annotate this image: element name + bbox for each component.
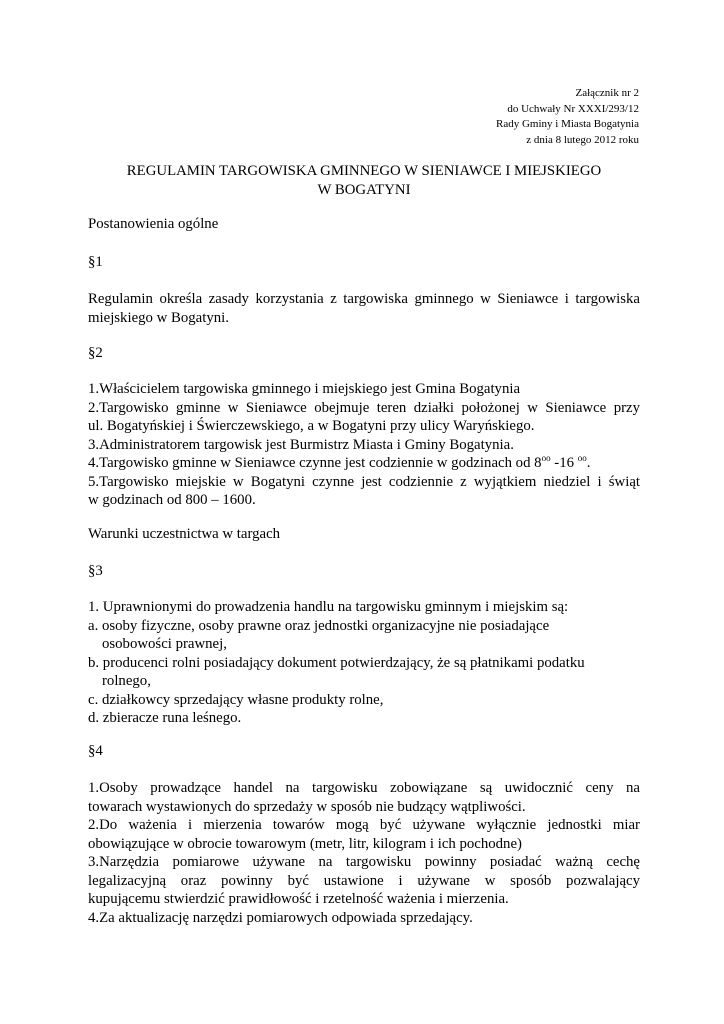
list-item: 1.Właścicielem targowiska gminnego i miejskiego jest Gmina Bogatynia	[88, 381, 521, 397]
annex-header	[496, 86, 639, 148]
document-title	[88, 162, 640, 200]
list-item: d. zbieracze runa leśnego.	[88, 710, 242, 726]
list-item-continuation: towarach wystawionych do sprzedaży w sposób nie budzący wątpliwości.	[88, 798, 526, 815]
list-item-continuation: kupującemu stwierdzić prawidłowość i rzetelność ważenia i mierzenia.	[88, 891, 509, 907]
list-item: 3.Administratorem targowisk jest Burmistrz Miasta i Gminy Bogatynia.	[88, 436, 514, 453]
paragraph-4-heading: §4	[88, 743, 103, 759]
title-line: W BOGATYNI	[317, 182, 411, 198]
section-heading-conditions: Warunki uczestnictwa w targach	[88, 526, 281, 542]
paragraph-3-list	[88, 598, 640, 728]
annex-line: z dnia 8 lutego 2012 roku	[526, 133, 639, 146]
hours-superscript: oo	[577, 453, 587, 464]
paragraph-4-list	[88, 779, 640, 927]
list-item: 4.Za aktualizację narzędzi pomiarowych odpowiada sprzedający.	[88, 909, 473, 926]
list-item-continuation: w godzinach od 800 – 1600.	[88, 492, 256, 508]
list-intro: 1. Uprawnionymi do prowadzenia handlu na targowisku gminnym i miejskim są:	[88, 599, 569, 615]
hours-text: .	[586, 455, 591, 471]
hours-text: 4.Targowisko gminne w Sieniawce czynne jest codziennie w godzinach od 8	[88, 455, 542, 471]
annex-line: do Uchwały Nr XXXI/293/12	[507, 102, 639, 115]
list-item	[88, 454, 640, 473]
hours-text: -16	[550, 455, 578, 471]
list-item-continuation: legalizacyjną oraz powinny być ustawione i używane w sposób pozwalający	[88, 872, 640, 889]
list-item: 2.Targowisko gminne w Sieniawce obejmuje teren działki położonej w Sieniawce przy	[88, 399, 640, 416]
paragraph-3-heading: §3	[88, 563, 103, 579]
paragraph-2-heading: §2	[88, 345, 103, 361]
annex-line: Rady Gminy i Miasta Bogatynia	[496, 118, 639, 130]
paragraph-1-text: Regulamin określa zasady korzystania z targowiska gminnego w Sieniawce i targowiska miejskiego w Bogatyni.	[88, 291, 640, 326]
list-item: c. działkowcy sprzedający własne produkty rolne,	[88, 691, 384, 708]
list-item: 2.Do ważenia i mierzenia towarów mogą być używane wyłącznie jednostki miar	[88, 817, 640, 833]
list-item-continuation: obowiązujące w obrocie towarowym (metr, litr, kilogram i ich pochodne)	[88, 835, 522, 852]
list-item: 3.Narzędzia pomiarowe używane na targowisku powinny posiadać ważną cechę	[88, 854, 640, 870]
list-item: b. producenci rolni posiadający dokument potwierdzający, że są płatnikami podatku	[88, 654, 585, 671]
list-item-continuation: ul. Bogatyńskiej i Świerczewskiego, a w Bogatyni przy ulicy Waryńskiego.	[88, 418, 535, 434]
hours-superscript: oo	[541, 453, 551, 464]
list-item: a. osoby fizyczne, osoby prawne oraz jednostki organizacyjne nie posiadające	[88, 617, 550, 634]
title-line: REGULAMIN TARGOWISKA GMINNEGO W SIENIAWCE I MIEJSKIEGO	[126, 163, 602, 179]
annex-line: Załącznik nr 2	[575, 87, 639, 99]
list-item: 1.Osoby prowadzące handel na targowisku zobowiązane są uwidocznić ceny na	[88, 780, 640, 796]
list-item-continuation: rolnego,	[102, 673, 151, 689]
list-item-continuation: osobowości prawnej,	[102, 636, 227, 652]
list-item: 5.Targowisko miejskie w Bogatyni czynne jest codziennie z wyjątkiem niedziel i świąt	[88, 473, 640, 490]
section-heading-general: Postanowienia ogólne	[88, 216, 219, 232]
paragraph-1-heading: §1	[88, 254, 103, 270]
paragraph-2-list	[88, 380, 640, 510]
